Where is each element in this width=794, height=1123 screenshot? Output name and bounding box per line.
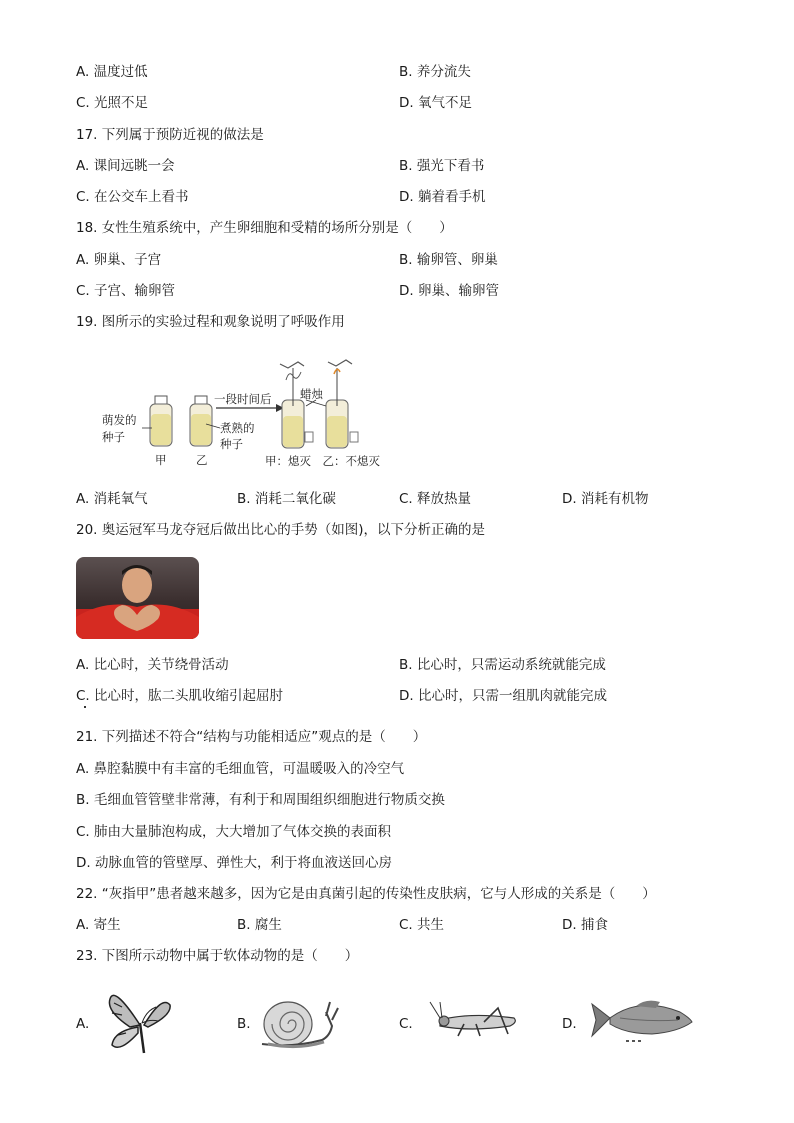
q23-option-c: C. [399,1016,413,1032]
jar-yi-with-candle [326,360,358,448]
q22-option-b: B. 腐生 [237,917,282,933]
label-jia: 甲 [155,453,167,467]
q17-stem: 17. 下列属于预防近视的做法是 [76,127,264,143]
stray-dot [84,706,86,708]
q18-option-c: C. 子宫、输卵管 [76,283,176,299]
snail-image [258,998,340,1050]
q23-option-a: A. [76,1016,90,1032]
q17-option-a: A. 课间远眺一会 [76,158,175,174]
q19-experiment-figure [100,350,400,475]
q23-stem: 23. 下图所示动物中属于软体动物的是（ ） [76,948,359,964]
q21-option-d: D. 动脉血管的管壁厚、弹性大，利于将血液送回心房 [76,855,392,871]
label-germinating-2: 种子 [102,430,125,444]
q19-option-d: D. 消耗有机物 [562,491,649,507]
q17-option-b: B. 强光下看书 [399,158,485,174]
q17-option-d: D. 躺着看手机 [399,189,486,205]
q21-option-a: A. 鼻腔黏膜中有丰富的毛细血管，可温暖吸入的冷空气 [76,761,405,777]
q20-option-d: D. 比心时，只需一组肌肉就能完成 [399,688,607,704]
q16-option-c: C. 光照不足 [76,95,149,111]
butterfly-image [104,985,180,1061]
jar-germinating-seeds [150,396,172,446]
label-after-time: 一段时间后 [214,392,272,406]
q17-option-c: C. 在公交车上看书 [76,189,189,205]
q22-option-d: D. 捕食 [562,917,608,933]
q20-option-c: C. 比心时，肱二头肌收缩引起屈肘 [76,688,284,704]
q22-option-a: A. 寄生 [76,917,121,933]
label-candle: 蜡烛 [300,387,323,401]
q16-option-b: B. 养分流失 [399,64,471,80]
label-boiled: 煮熟的 [220,421,255,435]
q22-stem: 22. “灰指甲”患者越来越多，因为它是由真菌引起的传染性皮肤病，它与人形成的关系是（ ） [76,886,656,902]
q20-option-a: A. 比心时，关节绕骨活动 [76,657,229,673]
q18-option-a: A. 卵巢、子宫 [76,252,162,268]
q19-option-a: A. 消耗氧气 [76,491,148,507]
q21-option-b: B. 毛细血管管壁非常薄，有利于和周围组织细胞进行物质交换 [76,792,445,808]
q20-stem: 20. 奥运冠军马龙夺冠后做出比心的手势（如图)，以下分析正确的是 [76,522,486,538]
jar-boiled-seeds [190,396,212,446]
label-result: 甲：熄灭 乙：不熄灭 [265,454,380,468]
q16-option-d: D. 氧气不足 [399,95,472,111]
q23-option-d: D. [562,1016,577,1032]
q22-option-c: C. 共生 [399,917,445,933]
grasshopper-image [424,1000,520,1040]
q18-option-b: B. 输卵管、卵巢 [399,252,498,268]
q21-option-c: C. 肺由大量肺泡构成，大大增加了气体交换的表面积 [76,824,392,840]
fish-image [590,996,694,1046]
q16-option-a: A. 温度过低 [76,64,148,80]
q19-option-c: C. 释放热量 [399,491,472,507]
q21-stem: 21. 下列描述不符合“结构与功能相适应”观点的是（ ） [76,729,427,745]
q18-stem: 18. 女性生殖系统中，产生卵细胞和受精的场所分别是（ ） [76,220,453,236]
q18-option-d: D. 卵巢、输卵管 [399,283,499,299]
q20-option-b: B. 比心时，只需运动系统就能完成 [399,657,606,673]
q19-option-b: B. 消耗二氧化碳 [237,491,336,507]
q19-stem: 19. 图所示的实验过程和观象说明了呼吸作用 [76,314,345,330]
q23-option-b: B. [237,1016,251,1032]
label-germinating: 萌发的 [102,413,137,427]
label-yi: 乙 [196,453,208,467]
label-boiled-2: 种子 [220,437,243,451]
athlete-heart-gesture-photo [76,557,199,639]
